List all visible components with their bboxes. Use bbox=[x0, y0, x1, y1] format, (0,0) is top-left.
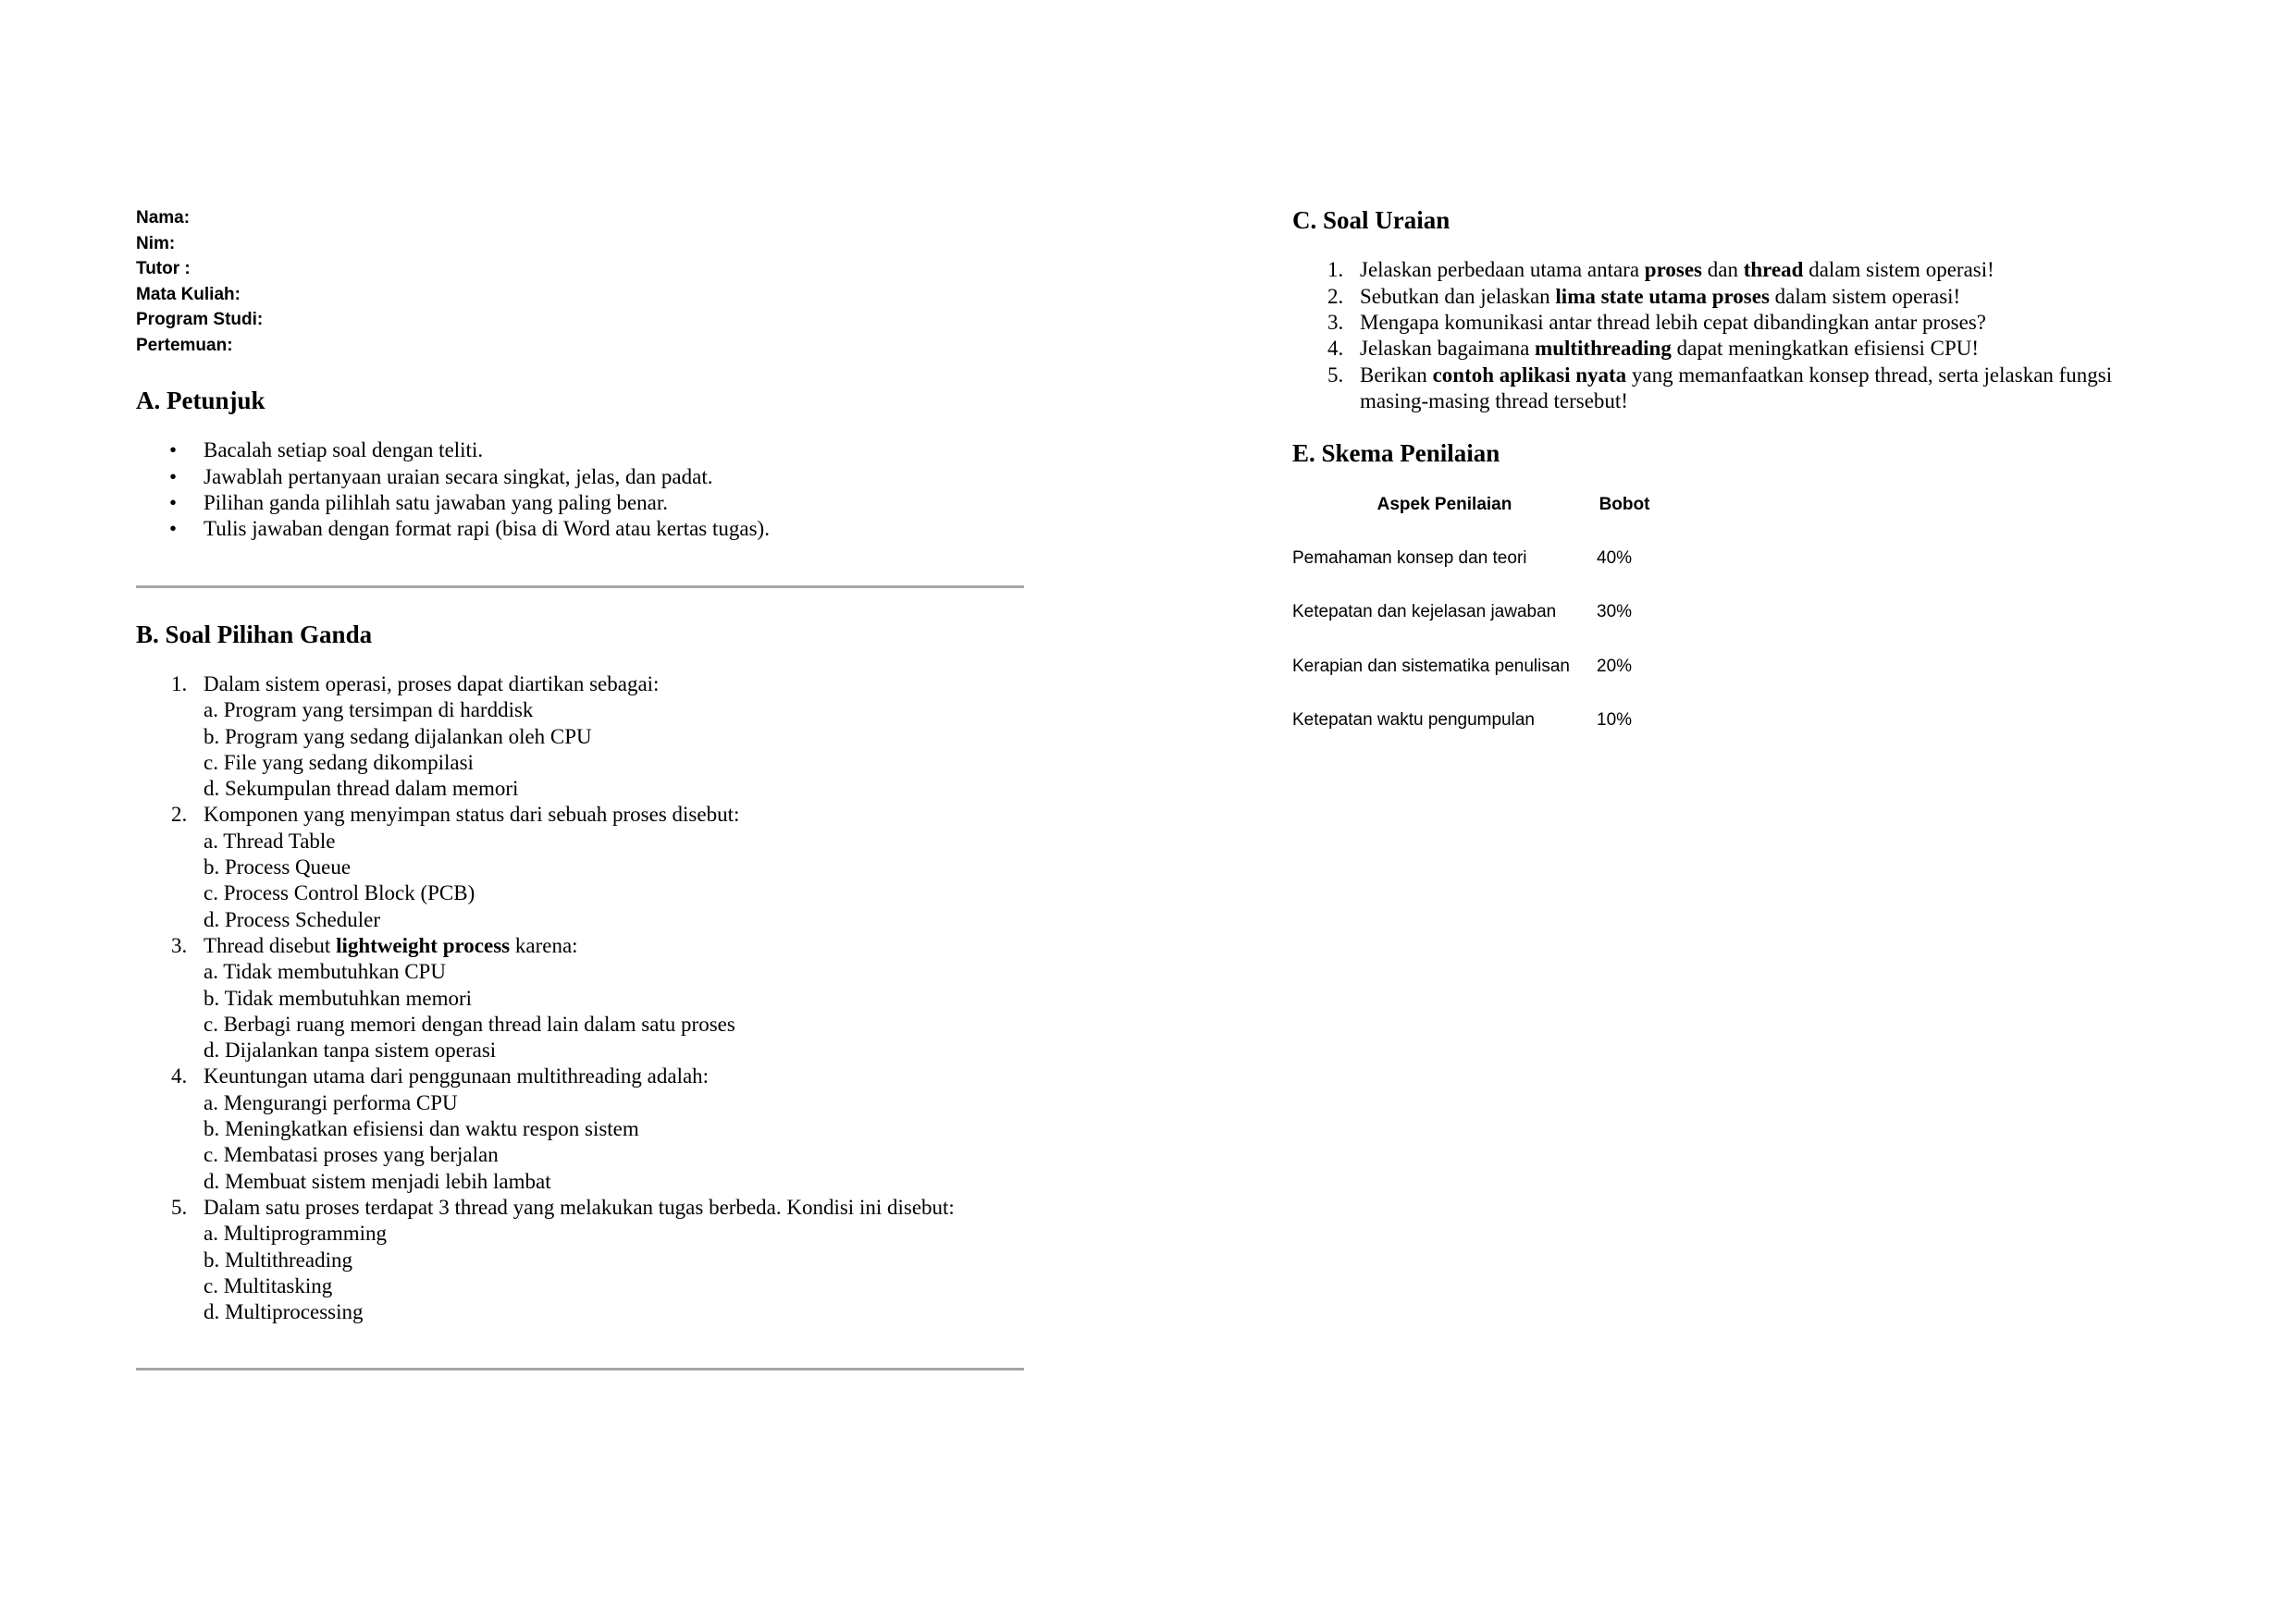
table-row: Ketepatan waktu pengumpulan 10% bbox=[1292, 710, 1633, 731]
question-item: 2. Sebutkan dan jelaskan lima state utama proses dalam sistem operasi! bbox=[1327, 284, 1961, 308]
scoring-table bbox=[1292, 495, 1652, 765]
field-nim: Nim: bbox=[136, 233, 176, 253]
option: d. Sekumpulan thread dalam memori bbox=[204, 777, 519, 801]
option: a. Multiprogramming bbox=[204, 1222, 388, 1246]
question-item: 3. Thread disebut lightweight process karena: a. Tidak membutuhkan CPU b. Tidak membutuhkan memori c. Berbagi ruang memori dengan thread lain dalam satu proses d. Dijalankan tanpa sistem operasi bbox=[136, 933, 1024, 1064]
column-header-weight: Bobot bbox=[1599, 494, 1650, 514]
right-column bbox=[1292, 203, 2180, 765]
option: b. Process Queue bbox=[204, 855, 352, 879]
option: c. File yang sedang dikompilasi bbox=[204, 750, 474, 774]
list-item: • Bacalah setiap soal dengan teliti. bbox=[169, 438, 484, 462]
instruction-list bbox=[136, 437, 1024, 542]
list-item: • Jawablah pertanyaan uraian secara singkat, jelas, dan padat. bbox=[169, 464, 713, 488]
option: d. Process Scheduler bbox=[204, 907, 380, 931]
question-item: 3. Mengapa komunikasi antar thread lebih cepat dibandingkan antar proses? bbox=[1327, 310, 1986, 334]
field-pertemuan: Pertemuan: bbox=[136, 335, 233, 355]
column-header-aspect: Aspek Penilaian bbox=[1376, 494, 1512, 514]
multiple-choice-list bbox=[136, 671, 1024, 1325]
table-row: Pemahaman konsep dan teori 40% bbox=[1292, 547, 1633, 568]
table-row: Ketepatan dan kejelasan jawaban 30% bbox=[1292, 602, 1633, 622]
option: c. Berbagi ruang memori dengan thread lain dalam satu proses bbox=[204, 1012, 735, 1036]
list-item: • Tulis jawaban dengan format rapi (bisa di Word atau kertas tugas). bbox=[169, 517, 770, 541]
option: a. Tidak membutuhkan CPU bbox=[204, 960, 446, 984]
list-item: • Pilihan ganda pilihlah satu jawaban yang paling benar. bbox=[169, 490, 669, 514]
section-a-title: A. Petunjuk bbox=[136, 387, 265, 414]
section-b-title: B. Soal Pilihan Ganda bbox=[136, 620, 373, 648]
question-item: 5. Dalam satu proses terdapat 3 thread yang melakukan tugas berbeda. Kondisi ini disebut: a. Multiprogramming b. Multithreading c. Multitasking d. Multiprocessing bbox=[136, 1195, 1024, 1325]
question-item: 5. Berikan contoh aplikasi nyata yang memanfaatkan konsep thread, serta jelaskan fungsi masing-masing thread tersebut! bbox=[1327, 363, 2113, 412]
field-mata-kuliah: Mata Kuliah: bbox=[136, 284, 241, 304]
student-info bbox=[136, 205, 1024, 358]
option: c. Process Control Block (PCB) bbox=[204, 881, 475, 905]
option: a. Thread Table bbox=[204, 829, 336, 853]
question-item: 2. Komponen yang menyimpan status dari sebuah proses disebut: a. Thread Table b. Process Queue c. Process Control Block (PCB) d. Process Scheduler bbox=[136, 802, 1024, 932]
option: a. Mengurangi performa CPU bbox=[204, 1090, 458, 1114]
option: d. Membuat sistem menjadi lebih lambat bbox=[204, 1169, 551, 1193]
option: b. Multithreading bbox=[204, 1248, 352, 1272]
option: b. Meningkatkan efisiensi dan waktu respon sistem bbox=[204, 1117, 639, 1141]
option: c. Membatasi proses yang berjalan bbox=[204, 1143, 499, 1167]
option: b. Program yang sedang dijalankan oleh CPU bbox=[204, 724, 592, 748]
divider bbox=[136, 585, 1024, 588]
field-program-studi: Program Studi: bbox=[136, 310, 264, 329]
divider bbox=[136, 1368, 1024, 1371]
table-row: Kerapian dan sistematika penulisan 20% bbox=[1292, 656, 1633, 676]
table-header-row bbox=[1292, 495, 1652, 548]
question-item: 1. Jelaskan perbedaan utama antara proses dan thread dalam sistem operasi! bbox=[1327, 258, 1994, 282]
section-c-title: C. Soal Uraian bbox=[1292, 206, 1450, 234]
option: b. Tidak membutuhkan memori bbox=[204, 986, 473, 1010]
question-item: 1. Dalam sistem operasi, proses dapat diartikan sebagai: a. Program yang tersimpan di harddisk b. Program yang sedang dijalankan oleh CPU c. File yang sedang dikompilasi d. Sekumpulan thread dalam memori bbox=[136, 671, 1024, 802]
option: a. Program yang tersimpan di harddisk bbox=[204, 698, 534, 722]
left-column bbox=[136, 203, 1024, 1371]
question-item: 4. Keuntungan utama dari penggunaan multithreading adalah: a. Mengurangi performa CPU b. Meningkatkan efisiensi dan waktu respon sistem c. Membatasi proses yang berjalan d. Membuat sistem menjadi lebih lambat bbox=[136, 1064, 1024, 1194]
option: d. Dijalankan tanpa sistem operasi bbox=[204, 1039, 497, 1063]
section-e-title: E. Skema Penilaian bbox=[1292, 439, 1500, 468]
field-tutor: Tutor : bbox=[136, 259, 191, 278]
option: c. Multitasking bbox=[204, 1273, 333, 1297]
question-item: 4. Jelaskan bagaimana multithreading dapat meningkatkan efisiensi CPU! bbox=[1327, 337, 1980, 361]
essay-question-list bbox=[1292, 257, 2180, 414]
field-nama: Nama: bbox=[136, 208, 191, 227]
option: d. Multiprocessing bbox=[204, 1300, 364, 1324]
